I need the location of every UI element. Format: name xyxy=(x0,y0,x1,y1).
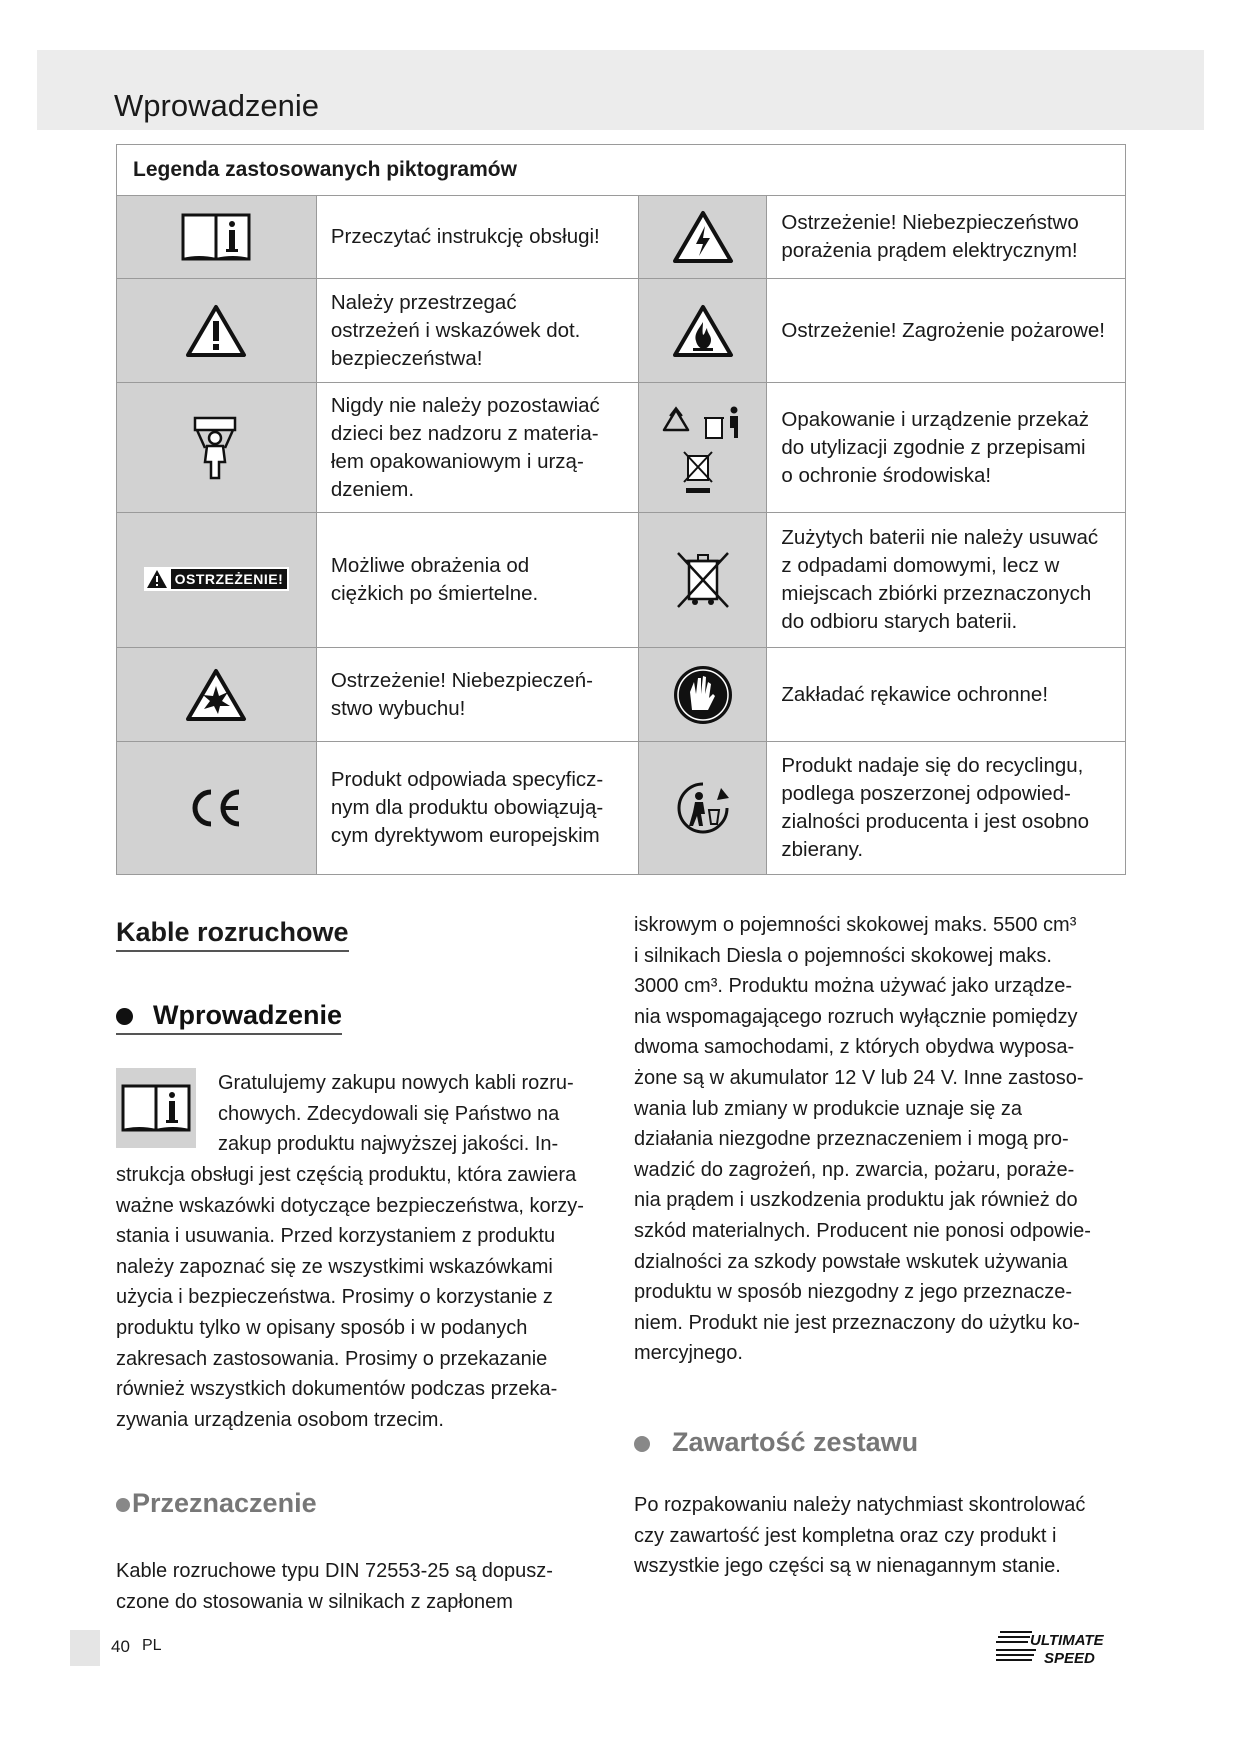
text-line: 3000 cm³. Produktu można używać jako urządze- xyxy=(634,975,1072,998)
text-line: użycia i bezpieczeństwa. Prosimy o korzystanie z xyxy=(116,1286,553,1309)
legend-icon-cell xyxy=(639,196,767,279)
text-line: czy zawartość jest kompletna oraz czy produkt i xyxy=(634,1524,1057,1547)
read-manual-icon xyxy=(116,1080,196,1136)
legend-icon-cell xyxy=(117,648,317,742)
brand-logo xyxy=(996,1628,1114,1673)
legend-text-line: dzeniem. xyxy=(330,477,415,501)
electric-shock-warning-icon xyxy=(639,210,766,264)
text-line: produktu w sposób niezgodny z jego przeznacze- xyxy=(634,1281,1073,1304)
legend-text-line: Produkt odpowiada specyficz- xyxy=(330,768,604,791)
intro-heading: Wprowadzenie xyxy=(153,1000,343,1030)
legend-text-cell xyxy=(316,513,639,648)
pictogram-legend-table xyxy=(116,144,1126,875)
text-line: należy zapoznać się ze wszystkimi wskazówkami xyxy=(116,1255,553,1278)
text-line: dzialności za szkody powstałe wskutek używania xyxy=(634,1250,1068,1273)
page-number: 40 xyxy=(111,1637,130,1656)
text-line: ważne wskazówki dotyczące bezpieczeństwa, korzy- xyxy=(116,1194,584,1217)
text-line: wadzić do zagrożeń, np. zwarcia, pożaru, poraże- xyxy=(634,1158,1075,1181)
text-line: dwoma samochodami, z których obydwa wyposa- xyxy=(634,1036,1075,1059)
footer-box xyxy=(70,1630,100,1666)
intro-paragraph-wrapped xyxy=(218,1068,574,1160)
legend-text-line: ciężkich po śmiertelne. xyxy=(330,582,539,605)
text-line: nia wspomagającego rozruch wyłącznie pomiędzy xyxy=(634,1005,1078,1028)
text-line: stania i usuwania. Przed korzystaniem z produktu xyxy=(116,1225,556,1248)
text-line: zakresach zastosowania. Prosimy o przekazanie xyxy=(116,1347,548,1370)
legend-text-line: o ochronie środowiska! xyxy=(781,463,992,487)
fire-warning-icon xyxy=(639,304,766,358)
purpose-heading-block xyxy=(116,1488,317,1519)
text-line: wania lub zmiany w produkcie uznaje się za xyxy=(634,1097,1022,1120)
text-line: strukcja obsługi jest częścią produktu, która zawiera xyxy=(116,1164,577,1186)
contents-paragraph xyxy=(634,1490,1085,1582)
legend-text-line: Ostrzeżenie! Zagrożenie pożarowe! xyxy=(781,318,1105,342)
bullet-icon xyxy=(116,1498,130,1512)
contents-heading: Zawartość zestawu xyxy=(672,1427,919,1457)
legend-icon-cell xyxy=(639,742,767,875)
text-line: iskrowym o pojemności skokowej maks. 5500 cm³ xyxy=(634,914,1077,936)
legend-text-line: cym dyrektywom europejskim xyxy=(330,824,600,847)
text-line: produktu tylko w opisany sposób i w podanych xyxy=(116,1316,528,1339)
language-code: PL xyxy=(142,1637,162,1654)
legend-text-line: Przeczytać instrukcję obsługi! xyxy=(330,225,600,248)
text-line: niem. Produkt nie jest przeznaczony do użytku ko- xyxy=(634,1311,1080,1334)
legend-icon-cell xyxy=(639,513,767,648)
legend-text-line: Możliwe obrażenia od xyxy=(330,554,530,577)
text-line: Gratulujemy zakupu nowych kabli rozru- xyxy=(218,1072,574,1094)
legend-text-line: Zakładać rękawice ochronne! xyxy=(781,682,1049,706)
general-warning-icon xyxy=(117,304,316,358)
text-line: zakup produktu najwyższej jakości. In- xyxy=(218,1133,559,1156)
text-line: czone do stosowania w silnikach z zapłonem xyxy=(116,1590,513,1613)
text-line: żone są w akumulator 12 V lub 24 V. Inne zastoso- xyxy=(634,1066,1084,1089)
legend-text-line: porażenia prądem elektrycznym! xyxy=(781,239,1078,262)
ce-mark-icon xyxy=(117,787,316,829)
legend-text-line: do odbioru starych baterii. xyxy=(781,610,1018,633)
legend-icon-cell xyxy=(117,383,317,513)
legend-text-line: Nigdy nie należy pozostawiać xyxy=(330,393,600,417)
legend-text-cell xyxy=(767,279,1126,383)
warning-label-text: OSTRZEŻENIE! xyxy=(171,569,288,589)
explosion-warning-icon xyxy=(117,668,316,722)
logo-text-line2: SPEED xyxy=(1044,1650,1095,1667)
legend-text-cell xyxy=(316,383,639,513)
legend-text-line: z odpadami domowymi, lecz w xyxy=(781,554,1060,577)
legend-text-line: miejscach zbiórki przeznaczonych xyxy=(781,582,1092,605)
legend-icon-cell xyxy=(117,513,317,648)
bullet-icon xyxy=(116,1008,133,1025)
text-line: nia prądem i uszkodzenia produktu jak również do xyxy=(634,1189,1078,1212)
page-title: Wprowadzenie xyxy=(114,88,320,123)
legend-text-cell xyxy=(767,383,1126,513)
wear-gloves-icon xyxy=(639,664,766,726)
legend-text-line: podlega poszerzonej odpowied- xyxy=(781,782,1071,805)
legend-text-line: dzieci bez nadzoru z materia- xyxy=(330,421,599,445)
legend-title: Legenda zastosowanych piktogramów xyxy=(117,145,1126,196)
purpose-paragraph xyxy=(116,1556,553,1617)
legend-text-cell xyxy=(316,196,639,279)
legend-icon-cell xyxy=(117,742,317,875)
legend-icon-cell xyxy=(639,648,767,742)
legend-text-line: Ostrzeżenie! Niebezpieczeń- xyxy=(330,668,593,692)
text-line: wszystkie jego części są w nienagannym stanie. xyxy=(634,1555,1061,1578)
legend-text-cell xyxy=(316,279,639,383)
text-line: i silnikach Diesla o pojemności skokowej maks. xyxy=(634,944,1052,967)
legend-text-line: zialności producenta i jest osobno xyxy=(781,810,1090,833)
text-line: szkód materialnych. Producent nie ponosi odpowie- xyxy=(634,1219,1091,1242)
text-line: działania niezgodne przeznaczeniem i mogą pro- xyxy=(634,1128,1069,1151)
legend-icon-cell xyxy=(117,279,317,383)
legend-text-line: Zużytych baterii nie należy usuwać xyxy=(781,526,1099,549)
text-line: również wszystkich dokumentów podczas przeka- xyxy=(116,1378,558,1401)
legend-text-cell xyxy=(767,196,1126,279)
legend-text-line: Opakowanie i urządzenie przekaż xyxy=(781,407,1090,431)
legend-text-cell xyxy=(316,648,639,742)
recycling-disposal-icon xyxy=(639,398,766,498)
legend-icon-cell xyxy=(639,279,767,383)
legend-text-line: bezpieczeństwa! xyxy=(330,346,483,370)
read-manual-icon xyxy=(117,209,316,265)
legend-text-line: do utylizacji zgodnie z przepisami xyxy=(781,435,1086,459)
warning-label-icon xyxy=(144,567,290,591)
intro-heading-block xyxy=(116,1000,342,1035)
legend-text-line: nym dla produktu obowiązują- xyxy=(330,796,604,819)
legend-text-line: zbierany. xyxy=(781,838,864,861)
legend-text-line: Ostrzeżenie! Niebezpieczeństwo xyxy=(781,211,1079,234)
purpose-heading: Przeznaczenie xyxy=(132,1488,317,1518)
bullet-icon xyxy=(634,1436,650,1452)
contents-heading-block xyxy=(634,1427,918,1458)
text-line: zywania urządzenia osobom trzecim. xyxy=(116,1408,444,1431)
purpose-paragraph-continued xyxy=(634,910,1091,1369)
intro-paragraph xyxy=(116,1160,584,1435)
legend-text-line: łem opakowaniowym i urzą- xyxy=(330,449,584,473)
legend-text-cell xyxy=(767,648,1126,742)
logo-text-line1: ULTIMATE xyxy=(1030,1632,1104,1649)
separate-collection-icon xyxy=(639,780,766,836)
text-line: chowych. Zdecydowali się Państwo na xyxy=(218,1102,560,1125)
product-heading: Kable rozruchowe xyxy=(116,917,349,952)
legend-icon-cell xyxy=(639,383,767,513)
legend-icon-cell xyxy=(117,196,317,279)
legend-text-cell xyxy=(767,742,1126,875)
legend-text-line: stwo wybuchu! xyxy=(330,696,466,720)
intro-icon-box xyxy=(116,1068,196,1148)
text-line: Po rozpakowaniu należy natychmiast skontrolować xyxy=(634,1494,1086,1516)
legend-text-line: Produkt nadaje się do recyclingu, xyxy=(781,754,1084,777)
text-line: Kable rozruchowe typu DIN 72553-25 są dopusz- xyxy=(116,1560,553,1582)
legend-text-line: Należy przestrzegać xyxy=(330,290,517,314)
battery-disposal-icon xyxy=(639,549,766,611)
legend-text-cell xyxy=(316,742,639,875)
text-line: mercyjnego. xyxy=(634,1342,743,1365)
legend-text-cell xyxy=(767,513,1126,648)
legend-text-line: ostrzeżeń i wskazówek dot. xyxy=(330,318,581,342)
child-supervision-icon xyxy=(117,416,316,480)
